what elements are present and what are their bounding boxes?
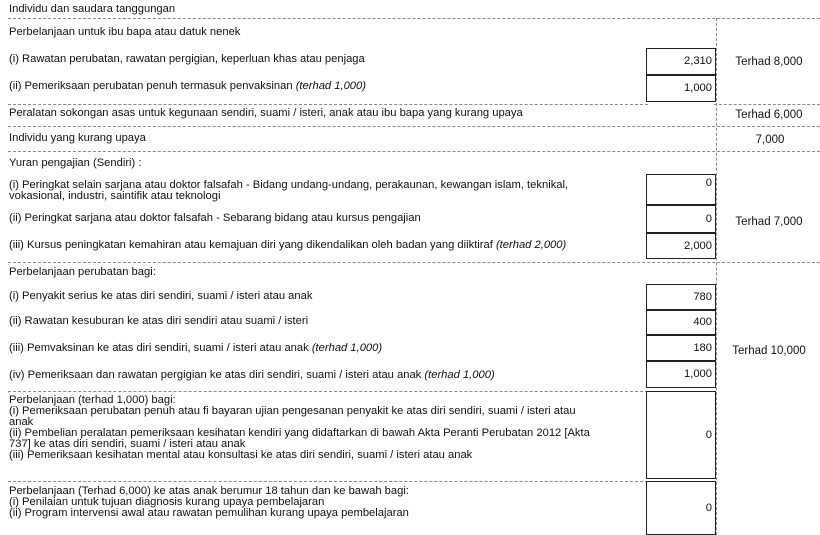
separator (8, 262, 820, 263)
medical-checkup-value: 0 (705, 428, 712, 441)
education-item-3-text: (iii) Kursus peningkatan kemahiran atau kemajuan diri yang dikendalikan oleh badan yang diiktiraf (9, 239, 496, 251)
medical-item-1-value: 780 (693, 290, 712, 303)
medical-item-3-field[interactable] (646, 335, 716, 361)
parents-heading: Perbelanjaan untuk ibu bapa atau datuk nenek (9, 26, 241, 38)
medical-item-1: (i) Penyakit serius ke atas diri sendiri, suami / isteri atau anak (9, 290, 313, 302)
medical-limit: Terhad 10,000 (732, 345, 806, 357)
medical-checkup-line: (iii) Pemeriksaan kesihatan mental atau konsultasi ke atas diri sendiri, suami / isteri atau anak (9, 449, 473, 461)
child-learning-line: (i) Penilaian untuk tujuan diagnosis kurang upaya pembelajaran (9, 496, 325, 508)
parents-item-checkup (9, 80, 366, 93)
education-item-3-value: 2,000 (684, 239, 712, 252)
separator (8, 481, 648, 482)
medical-item-1-field[interactable] (646, 284, 716, 310)
parents-limit: Terhad 8,000 (735, 56, 803, 68)
medical-checkup-field[interactable] (646, 391, 716, 479)
medical-checkup-heading: Perbelanjaan (terhad 1,000) bagi: (9, 394, 176, 406)
parents-item-checkup-text: (ii) Pemeriksaan perubatan penuh termasuk penvaksinan (9, 80, 296, 92)
limit-column-divider (716, 18, 717, 535)
education-item-1-field[interactable] (646, 174, 716, 205)
separator (8, 126, 820, 127)
medical-heading: Perbelanjaan perubatan bagi: (9, 266, 156, 278)
equipment-limit: Terhad 6,000 (735, 109, 803, 121)
medical-item-4-field[interactable] (646, 361, 716, 388)
separator (714, 104, 820, 105)
child-learning-line: (ii) Program intervensi awal atau rawatan pemulihan kurang upaya pembelajaran (9, 507, 409, 519)
medical-item-2-value: 400 (693, 316, 712, 328)
separator (8, 104, 648, 105)
medical-item-4-limit: (terhad 1,000) (424, 369, 495, 381)
disabled-text: Individu yang kurang upaya (9, 132, 146, 144)
parents-checkup-field[interactable] (646, 75, 716, 102)
medical-item-4-text: (iv) Pemeriksaan dan rawatan pergigian ke atas diri sendiri, suami / isteri atau anak (9, 369, 425, 381)
medical-item-4-value: 1,000 (684, 368, 712, 380)
parents-item-checkup-limit: (terhad 1,000) (295, 80, 366, 92)
child-learning-field[interactable] (646, 481, 716, 535)
medical-checkup-group (9, 395, 590, 461)
parents-checkup-value: 1,000 (684, 82, 712, 94)
child-learning-group (9, 486, 409, 519)
separator (8, 391, 648, 392)
medical-item-2: (ii) Rawatan kesuburan ke atas diri sendiri atau suami / isteri (9, 315, 309, 327)
education-item-1-line1: (i) Peringkat selain sarjana atau doktor falsafah - Bidang undang-undang, perakaunan, kewangan islam, teknikal, (9, 179, 569, 191)
medical-item-3 (9, 342, 382, 355)
disabled-amount: 7,000 (755, 134, 785, 146)
medical-item-3-limit: (terhad 1,000) (311, 342, 383, 354)
medical-item-2-field[interactable] (646, 310, 716, 335)
equipment-text: Peralatan sokongan asas untuk kegunaan sendiri, suami / isteri, anak atau ibu bapa yang kurang upaya (9, 107, 523, 119)
child-learning-value: 0 (705, 501, 712, 514)
education-item-2: (ii) Peringkat sarjana atau doktor falsafah - Sebarang bidang atau kursus pengajian (9, 212, 421, 224)
education-item-2-field[interactable] (646, 205, 716, 233)
education-item-3-field[interactable] (646, 233, 716, 259)
education-limit: Terhad 7,000 (735, 216, 803, 228)
separator (8, 151, 820, 152)
section-title: Individu dan saudara tanggungan (9, 3, 176, 15)
parents-medical-field[interactable] (646, 48, 716, 75)
medical-checkup-line: 737] ke atas diri sendiri, suami / isteri atau anak (9, 438, 246, 450)
child-learning-heading: Perbelanjaan (Terhad 6,000) ke atas anak berumur 18 tahun dan ke bawah bagi: (9, 485, 409, 497)
education-item-3 (9, 239, 566, 252)
separator (8, 18, 820, 19)
education-item-1-value: 0 (705, 177, 712, 189)
medical-item-3-text: (iii) Pemvaksinan ke atas diri sendiri, suami / isteri atau anak (9, 342, 312, 354)
education-item-3-limit: (terhad 2,000) (495, 239, 567, 251)
parents-item-medical: (i) Rawatan perubatan, rawatan pergigian, keperluan khas atau penjaga (9, 53, 365, 65)
medical-checkup-line: (i) Pemeriksaan perubatan penuh atau fi bayaran ujian pengesanan penyakit ke atas diri sendiri, suami / isteri atau (9, 405, 576, 417)
medical-item-4 (9, 369, 495, 382)
education-item-2-value: 0 (705, 212, 712, 225)
education-item-1 (9, 180, 568, 202)
education-heading: Yuran pengajian (Sendiri) : (9, 157, 142, 169)
parents-medical-value: 2,310 (684, 55, 712, 67)
medical-item-3-value: 180 (693, 341, 712, 354)
medical-checkup-line: (ii) Pembelian peralatan pemeriksaan kesihatan kendiri yang didaftarkan di bawah Akta Peranti Perubatan 2012 [Akta (9, 427, 590, 439)
medical-checkup-line: anak (9, 416, 34, 428)
education-item-1-line2: vokasional, industri, saintifik atau teknologi (9, 190, 221, 202)
